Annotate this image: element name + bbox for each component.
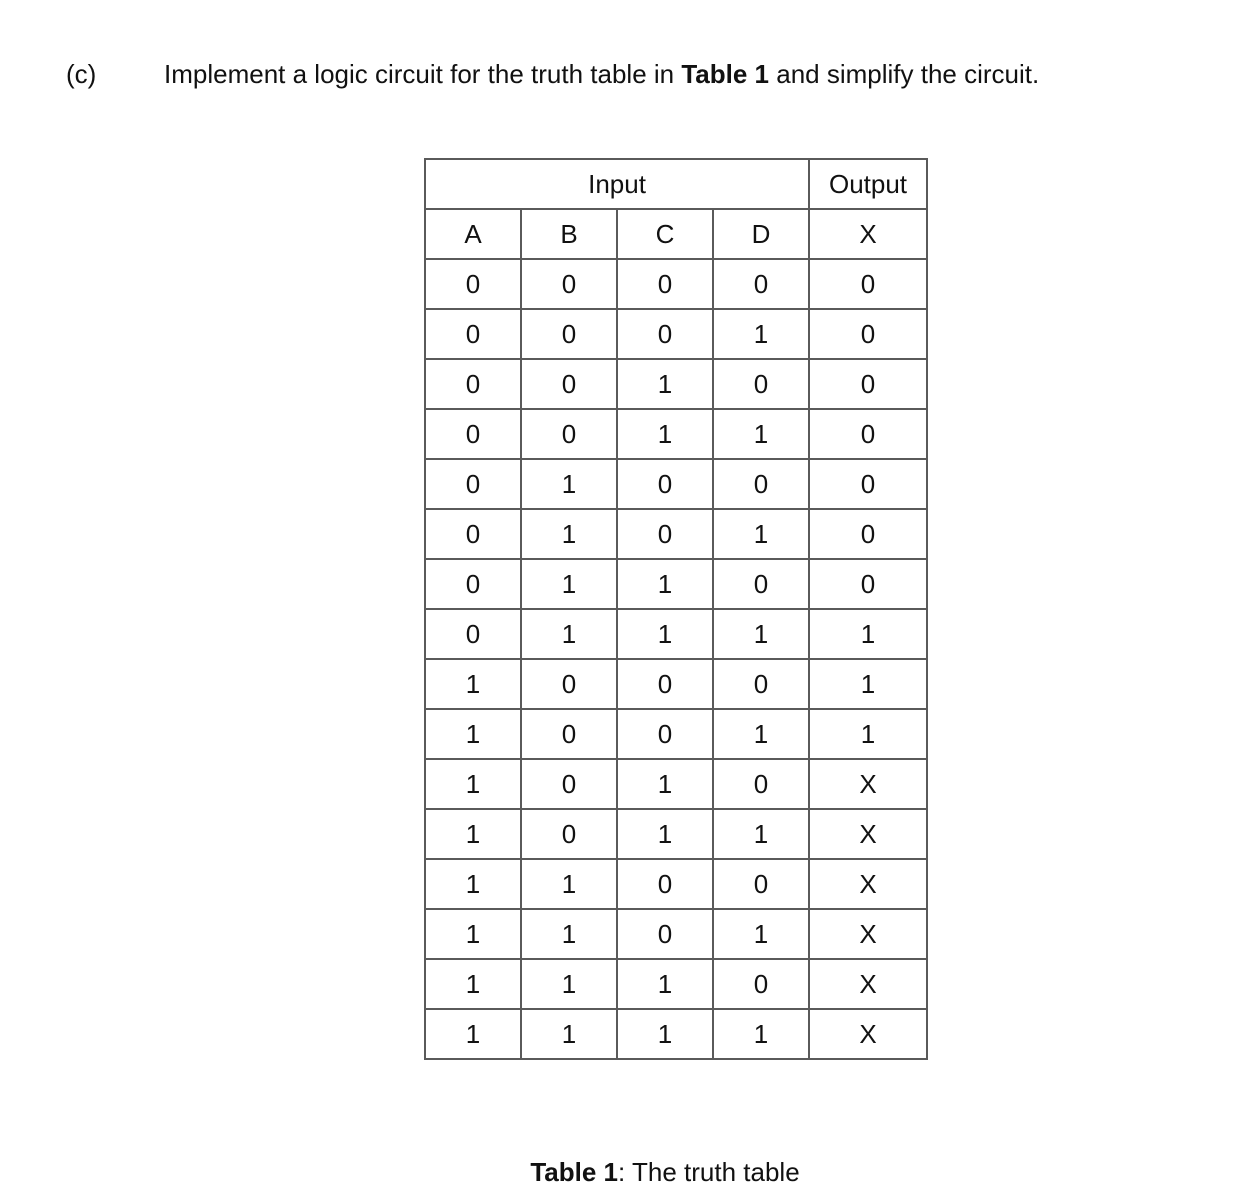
cell-b: 0 <box>521 809 617 859</box>
cell-x: 0 <box>809 509 927 559</box>
cell-d: 1 <box>713 409 809 459</box>
question-label: (c) <box>66 59 97 89</box>
table-row <box>425 509 927 559</box>
question-table-ref: Table 1 <box>681 59 770 89</box>
column-header-row <box>425 209 927 259</box>
cell-x: X <box>809 859 927 909</box>
cell-x: 0 <box>809 459 927 509</box>
cell-b: 1 <box>521 859 617 909</box>
input-group-header: Input <box>425 159 809 209</box>
table-row <box>425 359 927 409</box>
cell-d: 0 <box>713 759 809 809</box>
cell-x: 0 <box>809 359 927 409</box>
table-row <box>425 759 927 809</box>
cell-c: 0 <box>617 659 713 709</box>
cell-a: 1 <box>425 809 521 859</box>
cell-a: 1 <box>425 1009 521 1059</box>
cell-x: 0 <box>809 409 927 459</box>
table-row <box>425 609 927 659</box>
cell-b: 0 <box>521 759 617 809</box>
cell-a: 1 <box>425 859 521 909</box>
cell-b: 0 <box>521 409 617 459</box>
cell-c: 1 <box>617 409 713 459</box>
cell-c: 1 <box>617 1009 713 1059</box>
cell-x: 0 <box>809 309 927 359</box>
cell-d: 1 <box>713 909 809 959</box>
cell-a: 1 <box>425 909 521 959</box>
table-row <box>425 459 927 509</box>
cell-b: 1 <box>521 1009 617 1059</box>
cell-b: 0 <box>521 359 617 409</box>
cell-x: X <box>809 809 927 859</box>
cell-b: 1 <box>521 959 617 1009</box>
cell-a: 0 <box>425 309 521 359</box>
cell-c: 1 <box>617 609 713 659</box>
cell-a: 0 <box>425 409 521 459</box>
cell-c: 0 <box>617 309 713 359</box>
cell-b: 1 <box>521 559 617 609</box>
cell-b: 0 <box>521 659 617 709</box>
cell-c: 1 <box>617 759 713 809</box>
cell-c: 0 <box>617 259 713 309</box>
truth-table-body <box>425 259 927 1059</box>
cell-c: 0 <box>617 859 713 909</box>
caption-label: Table 1 <box>530 1157 619 1187</box>
cell-d: 0 <box>713 359 809 409</box>
cell-b: 0 <box>521 259 617 309</box>
cell-d: 0 <box>713 959 809 1009</box>
cell-a: 0 <box>425 509 521 559</box>
cell-a: 1 <box>425 659 521 709</box>
output-group-header: Output <box>809 159 927 209</box>
cell-c: 0 <box>617 459 713 509</box>
cell-b: 1 <box>521 509 617 559</box>
table-row <box>425 909 927 959</box>
cell-x: 0 <box>809 259 927 309</box>
cell-a: 1 <box>425 959 521 1009</box>
cell-x: X <box>809 759 927 809</box>
table-row <box>425 709 927 759</box>
cell-d: 0 <box>713 659 809 709</box>
column-header-d: D <box>713 209 809 259</box>
cell-d: 0 <box>713 559 809 609</box>
table-row <box>425 559 927 609</box>
table-row <box>425 1009 927 1059</box>
table-row <box>425 309 927 359</box>
column-header-a: A <box>425 209 521 259</box>
table-row <box>425 959 927 1009</box>
cell-x: 1 <box>809 659 927 709</box>
cell-a: 1 <box>425 759 521 809</box>
cell-c: 0 <box>617 909 713 959</box>
cell-d: 1 <box>713 609 809 659</box>
cell-b: 0 <box>521 709 617 759</box>
cell-x: 1 <box>809 609 927 659</box>
caption-text: : The truth table <box>618 1157 800 1187</box>
cell-c: 1 <box>617 959 713 1009</box>
cell-d: 1 <box>713 709 809 759</box>
cell-x: X <box>809 959 927 1009</box>
cell-c: 1 <box>617 559 713 609</box>
question-text-after: and simplify the circuit. <box>769 59 1040 89</box>
cell-b: 0 <box>521 309 617 359</box>
table-row <box>425 809 927 859</box>
table-row <box>425 659 927 709</box>
cell-a: 0 <box>425 359 521 409</box>
table-caption <box>0 1156 1260 1188</box>
cell-c: 0 <box>617 709 713 759</box>
cell-a: 1 <box>425 709 521 759</box>
cell-c: 0 <box>617 509 713 559</box>
question-text <box>66 56 1216 92</box>
truth-table <box>424 158 928 1060</box>
cell-d: 0 <box>713 859 809 909</box>
cell-b: 1 <box>521 459 617 509</box>
column-header-c: C <box>617 209 713 259</box>
cell-d: 1 <box>713 509 809 559</box>
cell-d: 0 <box>713 259 809 309</box>
cell-x: X <box>809 1009 927 1059</box>
question-text-before: Implement a logic circuit for the truth table in <box>164 59 682 89</box>
column-header-b: B <box>521 209 617 259</box>
column-header-x: X <box>809 209 927 259</box>
cell-c: 1 <box>617 359 713 409</box>
cell-a: 0 <box>425 609 521 659</box>
cell-x: 1 <box>809 709 927 759</box>
cell-b: 1 <box>521 909 617 959</box>
cell-x: X <box>809 909 927 959</box>
cell-a: 0 <box>425 559 521 609</box>
group-header-row <box>425 159 927 209</box>
cell-d: 1 <box>713 1009 809 1059</box>
cell-d: 1 <box>713 809 809 859</box>
cell-d: 0 <box>713 459 809 509</box>
cell-d: 1 <box>713 309 809 359</box>
table-row <box>425 409 927 459</box>
cell-a: 0 <box>425 259 521 309</box>
table-row <box>425 859 927 909</box>
cell-c: 1 <box>617 809 713 859</box>
cell-x: 0 <box>809 559 927 609</box>
cell-a: 0 <box>425 459 521 509</box>
table-row <box>425 259 927 309</box>
cell-b: 1 <box>521 609 617 659</box>
